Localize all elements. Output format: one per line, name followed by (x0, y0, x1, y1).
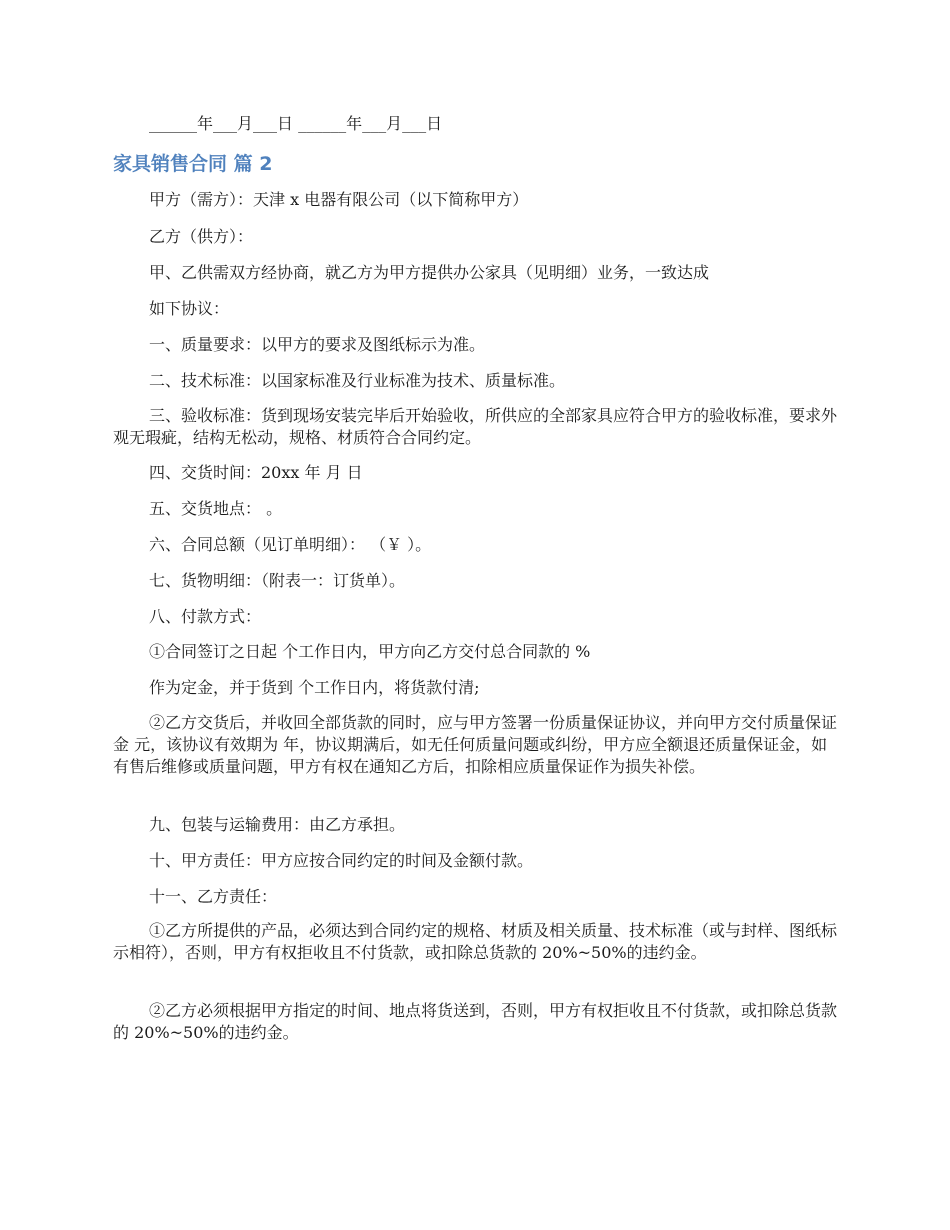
agreement-paragraph: 如下协议： (149, 299, 230, 318)
clause-payment-method: 八、付款方式： (149, 607, 262, 626)
payment-item-1: ①合同签订之日起 个工作日内，甲方向乙方交付总合同款的 % (149, 642, 591, 661)
clause-contract-total: 六、合同总额（见订单明细）： （￥ ）。 (149, 535, 432, 554)
clause-delivery-time: 四、交货时间：20xx 年 月 日 (149, 463, 363, 482)
clause-quality: 一、质量要求：以甲方的要求及图纸标示为准。 (149, 335, 486, 354)
clause-party-a-duty: 十、甲方责任：甲方应按合同约定的时间及金额付款。 (149, 851, 534, 870)
intro-paragraph: 甲、乙供需双方经协商，就乙方为甲方提供办公家具（见明细）业务，一致达成 (149, 263, 710, 282)
party-b-duty-item-1: ①乙方所提供的产品，必须达到合同约定的规格、材质及相关质量、技术标准（或与封样、图纸标示相符），否则，甲方有权拒收且不付货款，或扣除总货款的 20%~50%的违约金。 (113, 921, 838, 962)
party-a-paragraph: 甲方（需方）：天津 x 电器有限公司（以下简称甲方） (149, 190, 529, 209)
clause-goods-details: 七、货物明细：（附表一：订货单）。 (149, 571, 406, 590)
party-b-paragraph: 乙方（供方）： (149, 227, 254, 246)
payment-item-1-cont: 作为定金，并于货到 个工作日内，将货款付清; (149, 678, 480, 697)
clause-delivery-place: 五、交货地点： 。 (149, 499, 283, 518)
payment-item-2: ②乙方交货后，并收回全部货款的同时，应与甲方签署一份质量保证协议，并向甲方交付质量保证金 元，该协议有效期为 年，协议期满后，如无任何质量问题或纠纷，甲方应全额退还质量保证金，如有售后维修或质量问题，甲方有权在通知乙方后，扣除相应质量保证作为损失补偿。 (113, 713, 838, 776)
clause-technical-standard: 二、技术标准：以国家标准及行业标准为技术、质量标准。 (149, 371, 566, 390)
section-title: 家具销售合同 篇 2 (113, 153, 273, 175)
clause-acceptance: 三、验收标准：货到现场安装完毕后开始验收，所供应的全部家具应符合甲方的验收标准，要求外观无瑕疵，结构无松动，规格、材质符合合同约定。 (113, 406, 838, 447)
clause-party-b-duty: 十一、乙方责任： (149, 887, 278, 906)
signature-date-line: ______年___月___日 ______年___月___日 (149, 114, 443, 133)
clause-packaging: 九、包装与运输费用：由乙方承担。 (149, 815, 406, 834)
party-b-duty-item-2: ②乙方必须根据甲方指定的时间、地点将货送到，否则，甲方有权拒收且不付货款，或扣除总货款的 20%~50%的违约金。 (113, 1001, 838, 1042)
